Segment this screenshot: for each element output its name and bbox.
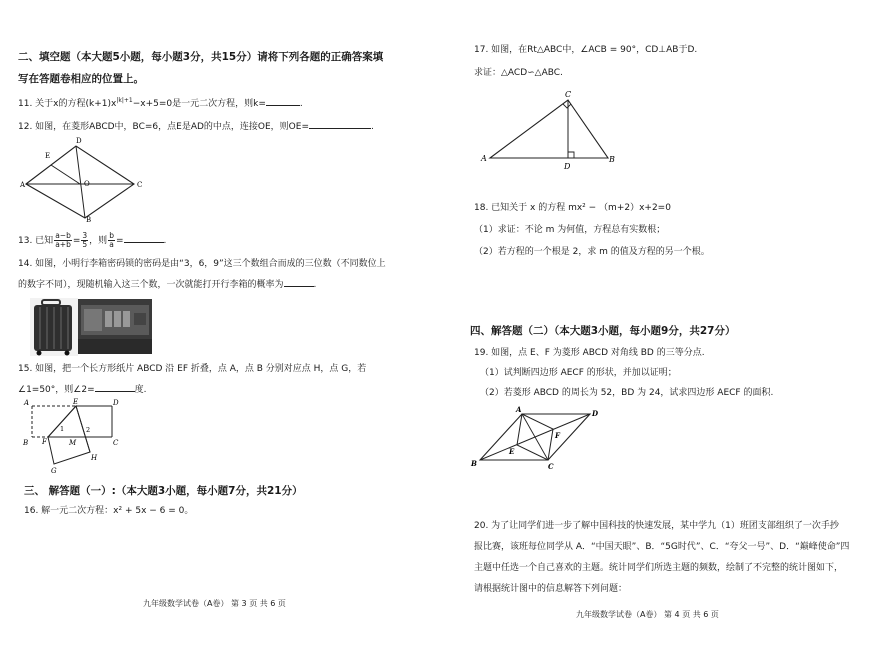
exam-page-4 [436,0,870,655]
label-e: E [45,152,51,160]
q13-fraction-1: $\frac{a-b}{a+b}$ [55,231,71,249]
q13-equals: = [72,236,81,246]
label-b: B [471,459,477,468]
q13-then: ，则 [89,236,108,246]
q11-post: −x+5=0是一元二次方程，则k= [132,99,266,109]
question-13: 13. 已知 $\frac{a-b}{a+b}$ = $\frac{3}{5}$ ，则 $\frac{b}{a}$ = . [18,231,167,249]
question-14-line2: 的数字不同），现随机输入这三个数，一次就能打开行李箱的概率为 . [18,277,316,291]
label-b: B [86,216,92,222]
label-c: C [113,439,119,447]
label-o: O [84,180,90,188]
diagonal-ac [522,414,548,460]
question-19-part2: （2）若菱形 ABCD 的周长为 52，BD 为 24，试求四边形 AECF 的面积. [480,388,774,398]
q13-answer-blank [124,233,164,243]
label-f: F [555,431,560,440]
q12-rhombus-figure [14,136,144,222]
label-e: E [509,447,515,456]
question-19-part1: （1）试判断四边形 AECF 的形状，并加以证明； [480,368,677,378]
q11-pre: 11. 关于x的方程(k+1)x [18,99,117,109]
question-17-line1: 17. 如图，在Rt△ABC中，∠ACB = 90°，CD⊥AB于D. [474,45,698,55]
label-e: E [73,398,79,406]
label-m: M [69,439,77,447]
right-angle-mark-c [563,104,571,108]
combination-lock-photo [78,299,152,354]
label-d: D [564,162,571,171]
page-footer-right: 九年级数学试卷（A卷） 第 4 页 共 6 页 [576,610,719,619]
q15-answer-blank [95,382,135,392]
label-d: D [113,399,119,407]
question-16: 16. 解一元二次方程：x² + 5x − 6 = 0。 [24,506,194,516]
q14-line2-text: 的数字不同），现随机输入这三个数，一次就能打开行李箱的概率为 [18,280,284,290]
label-c: C [565,90,572,99]
question-12: 12. 如图，在菱形ABCD中，BC=6，点E是AD的中点，连接OE，则OE= . [18,119,374,133]
right-angle-mark-d [568,152,574,158]
q19-rhombus-figure [466,404,606,474]
question-20-line3: 主题中任选一个自己喜欢的主题。统计同学们所选主题的频数，绘制了不完整的统计图如下， [474,563,844,573]
q14-answer-blank [284,277,314,287]
q17-triangle-figure [476,86,626,172]
suitcase-photo [30,298,78,356]
question-17-line2: 求证：△ACD∽△ABC. [474,68,563,78]
label-b: B [609,155,615,164]
label-c: C [548,462,554,471]
label-g: G [51,467,57,475]
label-h: H [91,454,98,462]
segment-oe [51,165,80,184]
section3-title: 三、 解答题（一）:（本大题3小题，每小题7分，共21分） [24,485,303,497]
label-a: A [516,405,522,414]
q11-answer-blank [266,96,300,106]
question-18-part1: （1）求证：不论 m 为何值，方程总有实数根； [474,225,666,235]
section4-title: 四、解答题（二）（本大题3小题，每小题9分，共27分） [470,325,736,337]
question-18-line1: 18. 已知关于 x 的方程 mx² − （m+2）x+2=0 [474,203,671,213]
q12-answer-blank [309,119,371,129]
q13-fraction-2: $\frac{3}{5}$ [82,231,88,249]
q12-text: 12. 如图，在菱形ABCD中，BC=6，点E是AD的中点，连接OE，则OE= [18,122,309,132]
label-a: A [20,181,26,189]
question-20-line1: 20. 为了让同学们进一步了解中国科技的快速发展，某中学九（1）班团支部组织了一次手抄 [474,521,839,531]
label-d: D [76,137,82,145]
label-d: D [592,409,599,418]
question-20-line2: 报比赛，该班每位同学从 A．“中国天眼”、B．“5G时代”、C．“夸父一号”、D．“巅峰使命”四 [474,542,850,552]
label-c: C [137,181,143,189]
q13-pre: 13. 已知 [18,236,54,246]
q15-fold-figure [18,396,122,480]
q15-line2-text: ∠1=50°，则∠2= [18,385,95,395]
label-a: A [481,154,487,163]
q13-post: = [115,236,124,246]
section2-title-line1: 二、填空题（本大题5小题，每小题3分，共15分）请将下列各题的正确答案填 [18,51,384,63]
label-a: A [24,399,30,407]
question-19-line1: 19. 如图，点 E、F 为菱形 ABCD 对角线 BD 的三等分点. [474,348,705,358]
question-15-line1: 15. 如图，把一个长方形纸片 ABCD 沿 EF 折叠，点 A，点 B 分别对应点 H，点 G，若 [18,364,367,374]
question-14-line1: 14. 如图，小明行李箱密码锁的密码是由“3，6，9”这三个数组合而成的三位数（不同数位上 [18,259,386,269]
q15-line2-post: 度. [134,385,147,395]
question-15-line2 [18,382,147,396]
angle-2-label: 2 [86,426,91,434]
question-20-line4: 请根据统计图中的信息解答下列问题： [474,584,628,594]
angle-1-label: 1 [60,425,65,433]
q13-fraction-3: $\frac{b}{a}$ [109,231,114,249]
q11-exponent: |k|+1 [116,97,133,104]
folded-flap [48,406,90,464]
question-18-part2: （2）若方程的一个根是 2，求 m 的值及方程的另一个根。 [474,247,710,257]
section2-title-line2: 写在答题卷相应的位置上。 [18,73,144,85]
page-footer-left: 九年级数学试卷（A卷） 第 3 页 共 6 页 [143,599,286,608]
label-b: B [23,439,29,447]
question-11: 11. 关于x的方程$(k+1)x^{|k|+1}-x+5=0$是一元二次方程，则k= . [18,97,303,109]
triangle-abc [490,100,608,158]
label-f: F [42,438,47,446]
